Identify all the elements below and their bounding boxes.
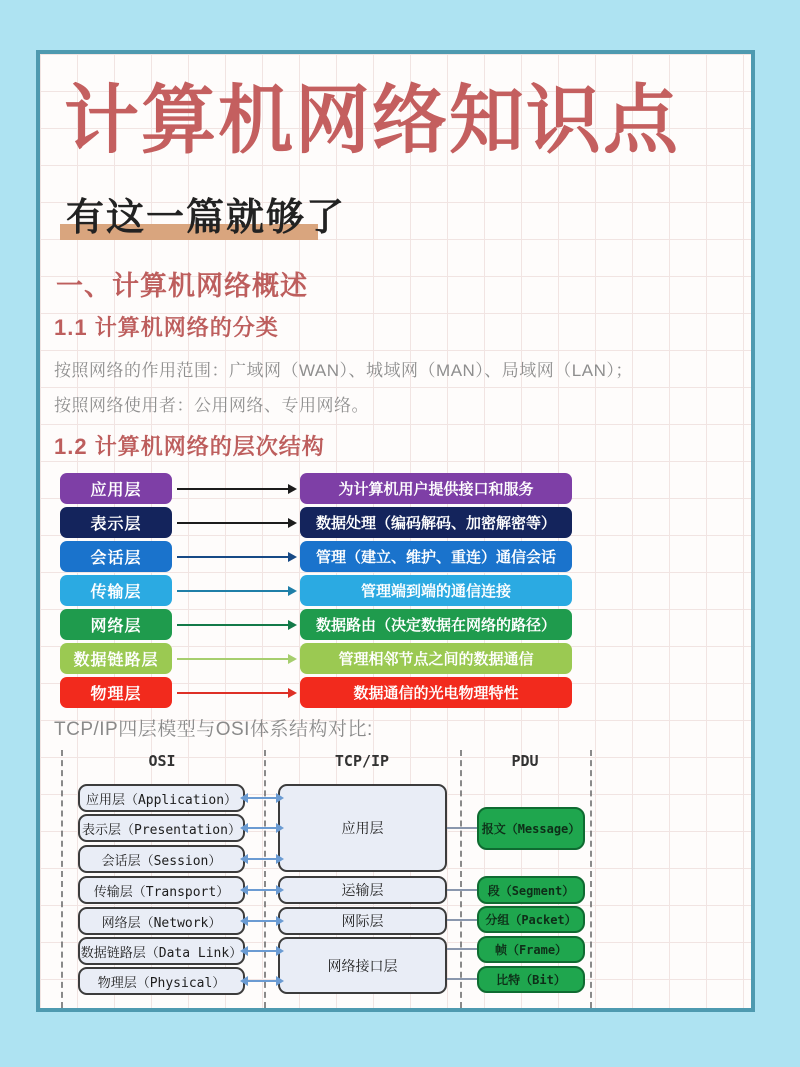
layer-desc-bar: 管理端到端的通信连接 bbox=[300, 575, 572, 606]
double-arrow-icon bbox=[248, 889, 276, 891]
subsection-heading-1-1: 1.1 计算机网络的分类 bbox=[54, 315, 279, 340]
column-divider-dashed-line bbox=[61, 750, 63, 1008]
section-heading-overview: 一、计算机网络概述 bbox=[56, 271, 308, 301]
arrow-head-icon bbox=[288, 586, 297, 596]
right-arrow-icon bbox=[177, 556, 289, 558]
osi-layer-box: 物理层（Physical） bbox=[78, 967, 245, 995]
right-arrow-icon bbox=[177, 658, 289, 660]
double-arrow-icon bbox=[248, 858, 276, 860]
osi-layer-box: 网络层（Network） bbox=[78, 907, 245, 935]
layer-name-pill: 应用层 bbox=[60, 473, 172, 504]
pdu-connector-line bbox=[447, 827, 477, 829]
double-arrow-icon bbox=[248, 797, 276, 799]
arrow-head-icon bbox=[288, 688, 297, 698]
right-arrow-icon bbox=[177, 522, 289, 524]
osi-layer-box: 数据链路层（Data Link） bbox=[78, 937, 245, 965]
subsection-heading-1-2: 1.2 计算机网络的层次结构 bbox=[54, 434, 325, 459]
tcpip-layer-box: 应用层 bbox=[278, 784, 447, 872]
osi-layer-box: 会话层（Session） bbox=[78, 845, 245, 873]
arrow-head-icon bbox=[288, 654, 297, 664]
arrow-head-icon bbox=[288, 620, 297, 630]
right-arrow-icon bbox=[177, 624, 289, 626]
pdu-connector-line bbox=[447, 889, 477, 891]
tcpip-layer-box: 运输层 bbox=[278, 876, 447, 904]
arrow-head-icon bbox=[288, 552, 297, 562]
layer-desc-bar: 数据通信的光电物理特性 bbox=[300, 677, 572, 708]
pdu-connector-line bbox=[447, 948, 477, 950]
osi-layer-box: 传输层（Transport） bbox=[78, 876, 245, 904]
column-divider-dashed-line bbox=[264, 750, 266, 1008]
layer-desc-bar: 管理相邻节点之间的数据通信 bbox=[300, 643, 572, 674]
pdu-box: 段（Segment） bbox=[477, 876, 585, 904]
pdu-box: 报文（Message） bbox=[477, 807, 585, 850]
layer-name-pill: 传输层 bbox=[60, 575, 172, 606]
double-arrow-icon bbox=[248, 980, 276, 982]
tcpip-layer-box: 网络接口层 bbox=[278, 937, 447, 994]
layer-name-pill: 物理层 bbox=[60, 677, 172, 708]
column-divider-dashed-line bbox=[460, 750, 462, 1008]
right-arrow-icon bbox=[177, 692, 289, 694]
osi-layer-box: 表示层（Presentation） bbox=[78, 814, 245, 842]
double-arrow-icon bbox=[248, 827, 276, 829]
layer-name-pill: 表示层 bbox=[60, 507, 172, 538]
comparison-caption: TCP/IP四层模型与OSI体系结构对比: bbox=[54, 719, 373, 740]
layer-desc-bar: 管理（建立、维护、重连）通信会话 bbox=[300, 541, 572, 572]
tcpip-layer-box: 网际层 bbox=[278, 907, 447, 935]
pdu-box: 比特（Bit） bbox=[477, 966, 585, 993]
right-arrow-icon bbox=[177, 488, 289, 490]
double-arrow-icon bbox=[248, 950, 276, 952]
body-text-line-2: 按照网络使用者：公用网络、专用网络。 bbox=[54, 396, 369, 415]
page-subtitle: 有这一篇就够了 bbox=[66, 197, 347, 239]
pdu-box: 分组（Packet） bbox=[477, 906, 585, 933]
page-title: 计算机网络知识点 bbox=[64, 78, 681, 162]
pdu-connector-line bbox=[447, 978, 477, 980]
layer-desc-bar: 数据路由（决定数据在网络的路径） bbox=[300, 609, 572, 640]
layer-desc-bar: 为计算机用户提供接口和服务 bbox=[300, 473, 572, 504]
pdu-box: 帧（Frame） bbox=[477, 936, 585, 963]
column-header-tcpip: TCP/IP bbox=[334, 752, 390, 770]
osi-layer-box: 应用层（Application） bbox=[78, 784, 245, 812]
layer-name-pill: 网络层 bbox=[60, 609, 172, 640]
column-header-osi: OSI bbox=[148, 752, 176, 770]
arrow-head-icon bbox=[288, 518, 297, 528]
body-text-line-1: 按照网络的作用范围：广域网（WAN）、城域网（MAN）、局域网（LAN）； bbox=[54, 361, 633, 380]
column-header-pdu: PDU bbox=[511, 752, 539, 770]
arrow-head-icon bbox=[288, 484, 297, 494]
layer-desc-bar: 数据处理（编码解码、加密解密等） bbox=[300, 507, 572, 538]
column-divider-dashed-line bbox=[590, 750, 592, 1008]
right-arrow-icon bbox=[177, 590, 289, 592]
pdu-connector-line bbox=[447, 919, 477, 921]
layer-name-pill: 会话层 bbox=[60, 541, 172, 572]
layer-name-pill: 数据链路层 bbox=[60, 643, 172, 674]
double-arrow-icon bbox=[248, 920, 276, 922]
